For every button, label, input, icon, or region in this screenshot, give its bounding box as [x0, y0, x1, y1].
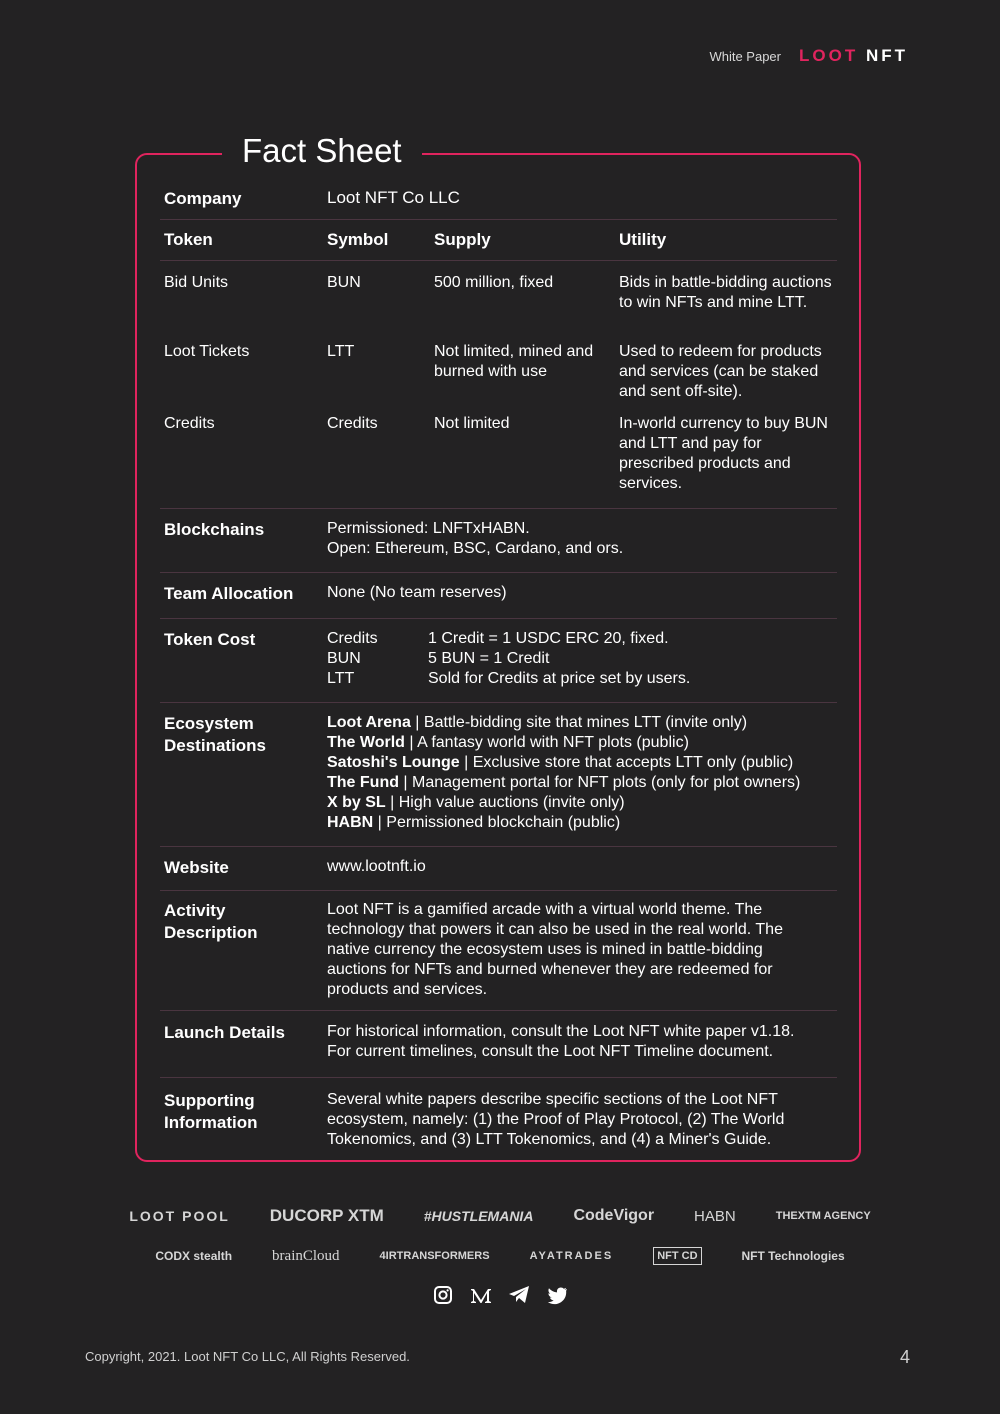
- company-label: Company: [164, 189, 242, 208]
- blockchains-row: Blockchains Permissioned: LNFTxHABN. Open: Ethereum, BSC, Cardano, and ors.: [160, 509, 837, 573]
- table-row: Bid Units BUN 500 million, fixed Bids in battle-bidding auctions to win NFTs and mine LTT.: [164, 274, 832, 311]
- ducorp-xtm-logo: DUCORP XTM: [269, 1206, 384, 1225]
- list-item: The World | A fantasy world with NFT plots (public): [327, 734, 689, 751]
- partner-logos-row-2: [0, 1236, 1000, 1276]
- supporting-row: Supporting Information Several white papers describe specific sections of the Loot NFT ecosystem, namely: (1) the Proof of Play Protocol, (2) The World Tokenomics, and (3) LTT Tokenomics, and (4) a Miner's Guide.: [160, 1078, 837, 1164]
- nft-cd-logo: NFT CD: [653, 1247, 701, 1265]
- medium-icon[interactable]: [469, 1283, 493, 1307]
- launch-label: Launch Details: [164, 1023, 285, 1042]
- telegram-icon[interactable]: [507, 1283, 531, 1307]
- table-row: Loot Tickets LTT Not limited, mined and burned with use Used to redeem for products and services (can be staked and sent off-site).: [164, 343, 822, 400]
- list-item: HABN | Permissioned blockchain (public): [327, 814, 621, 831]
- habn-logo: HABN: [694, 1207, 736, 1225]
- page-header: [709, 46, 908, 66]
- team-allocation-label: Team Allocation: [164, 584, 294, 603]
- list-item: Loot Arena | Battle-bidding site that mines LTT (invite only): [327, 714, 748, 731]
- blockchains-label: Blockchains: [164, 520, 265, 539]
- partner-logos-row-1: [0, 1196, 1000, 1236]
- list-item: LTT Sold for Credits at price set by users.: [327, 670, 691, 687]
- header-label: White Paper: [709, 48, 781, 64]
- website-link[interactable]: www.lootnft.io: [327, 858, 426, 875]
- fact-sheet-table: [160, 182, 837, 1164]
- team-allocation-row: [160, 573, 837, 619]
- twitter-icon[interactable]: [545, 1283, 569, 1307]
- token-table-header: [160, 220, 837, 261]
- braincloud-logo: brainCloud: [272, 1247, 340, 1264]
- header-symbol: Symbol: [327, 230, 389, 249]
- token-cost-row: [160, 619, 837, 703]
- hustlemania-logo: #HUSTLEMANIA: [423, 1208, 534, 1224]
- codx-stealth-logo: CODX stealth: [155, 1249, 233, 1263]
- page-title: Fact Sheet: [222, 130, 422, 172]
- partner-logos: [0, 1196, 1000, 1276]
- header-utility: Utility: [619, 230, 667, 249]
- company-row: [160, 182, 837, 220]
- ecosystem-label: Ecosystem Destinations: [164, 714, 267, 755]
- social-links: [0, 1283, 1000, 1307]
- ayatrades-logo: AYATRADES: [529, 1250, 614, 1262]
- list-item: Credits 1 Credit = 1 USDC ERC 20, fixed.: [327, 630, 669, 647]
- loot-pool-logo: LOOT POOL: [129, 1208, 230, 1224]
- activity-label: Activity Description: [164, 901, 258, 942]
- supporting-label: Supporting Information: [164, 1091, 258, 1132]
- company-value: Loot NFT Co LLC: [327, 188, 460, 207]
- activity-row: Activity Description Loot NFT is a gamified arcade with a virtual world theme. The technology that powers it can also be used in the real world. The native currency the ecosystem uses is mined in battle-bidding auctions for NFTs and burned whenever they are redeemed for products and services.: [160, 891, 837, 1011]
- token-table-body: [160, 261, 837, 509]
- header-token: Token: [164, 230, 213, 249]
- codevigor-logo: CodeVigor: [573, 1207, 655, 1224]
- table-row: Credits Credits Not limited In-world currency to buy BUN and LTT and pay for prescribed products and services.: [164, 415, 828, 492]
- page-number: 4: [899, 1347, 910, 1367]
- 4irtransformers-logo: 4IRTRANSFORMERS: [379, 1250, 490, 1262]
- list-item: X by SL | High value auctions (invite only): [327, 794, 625, 811]
- list-item: Satoshi's Lounge | Exclusive store that accepts LTT only (public): [327, 754, 794, 771]
- thextm-agency-logo: THEXTM AGENCY: [775, 1210, 871, 1222]
- token-cost-label: Token Cost: [164, 630, 256, 649]
- loot-nft-logo: LOOT NFT: [799, 46, 908, 65]
- website-label: Website: [164, 858, 229, 877]
- copyright: Copyright, 2021. Loot NFT Co LLC, All Rights Reserved.: [85, 1349, 410, 1364]
- nft-technologies-logo: NFT Technologies: [741, 1249, 845, 1263]
- list-item: BUN 5 BUN = 1 Credit: [327, 650, 550, 667]
- list-item: The Fund | Management portal for NFT plots (only for plot owners): [327, 774, 801, 791]
- instagram-icon[interactable]: [431, 1283, 455, 1307]
- website-row: [160, 847, 837, 891]
- launch-row: Launch Details For historical information, consult the Loot NFT white paper v1.18. For current timelines, consult the Loot NFT Timeline document.: [160, 1011, 837, 1078]
- header-supply: Supply: [434, 230, 491, 249]
- team-allocation-value: None (No team reserves): [327, 584, 507, 601]
- ecosystem-row: [160, 703, 837, 847]
